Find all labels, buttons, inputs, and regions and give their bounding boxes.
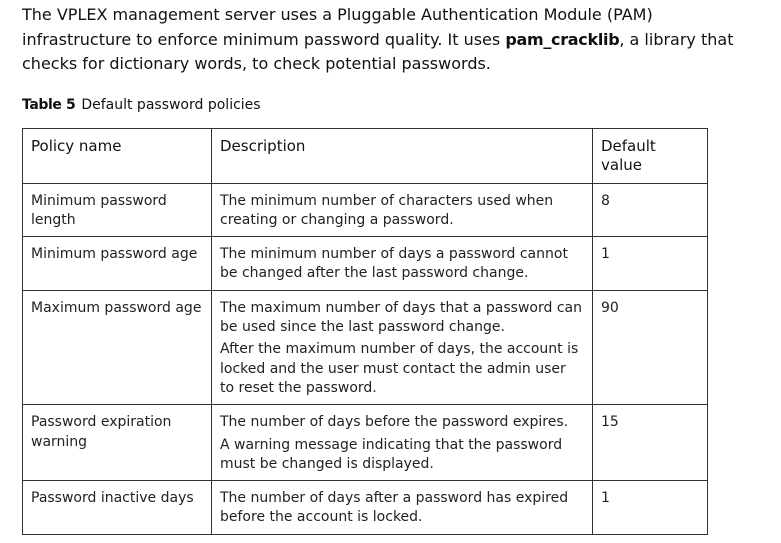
table-row [23,481,708,535]
default-value-cell: 1 [593,481,708,535]
description-text: The minimum number of days a password cannot be changed after the last password change. [220,246,568,282]
default-value-cell: 90 [593,290,708,404]
default-value-cell: 8 [593,183,708,237]
table-number: Table 5 [22,97,76,113]
intro-text-end: , a library that checks for dictionary words, to check potential passwords. [22,29,734,73]
table-title: Default password policies [81,97,261,113]
table-row [23,183,708,237]
header-policy-name: Policy name [23,129,212,184]
description-cell [212,237,593,291]
description-text-extra: A warning message indicating that the password must be changed is displayed. [220,436,563,472]
intro-paragraph [22,3,762,77]
table-header-row [23,129,708,184]
intro-code-term: pam_cracklib [505,29,620,49]
intro-text-start: The VPLEX management server uses a Pluggable Authentication Module (PAM) infrastructure to enforce minimum password quality. It uses [22,5,653,49]
description-cell [212,481,593,535]
description-text: The minimum number of characters used when creating or changing a password. [220,192,554,228]
policy-name-cell: Minimum password length [23,183,212,237]
table-row [23,237,708,291]
default-value-cell: 1 [593,237,708,291]
policy-name-cell: Password inactive days [23,481,212,535]
table-row [23,405,708,481]
description-cell [212,183,593,237]
password-policy-table [22,128,708,535]
table-caption [22,95,261,115]
policy-name-cell: Maximum password age [23,290,212,404]
policy-name-cell: Password expiration warning [23,405,212,481]
description-text: The maximum number of days that a password can be used since the last password change. [220,299,582,336]
default-value-cell: 15 [593,405,708,481]
description-text-extra: After the maximum number of days, the account is locked and the user must contact the admin user to reset the password. [220,341,579,396]
policy-name-cell: Minimum password age [23,237,212,291]
description-cell [212,405,593,481]
header-default-value: Default value [593,129,708,184]
description-cell [212,290,593,404]
description-text: The number of days before the password expires. [220,414,569,431]
table-row [23,290,708,404]
header-description: Description [212,129,593,184]
description-text: The number of days after a password has expired before the account is locked. [220,490,569,526]
